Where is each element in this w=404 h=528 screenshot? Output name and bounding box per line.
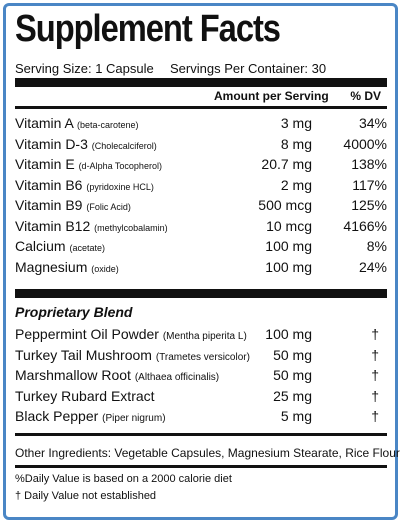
ingredient-name <box>15 367 219 383</box>
dv-value: † <box>371 367 379 383</box>
amount-value: 500 mcg <box>258 197 312 213</box>
ingredient-name <box>15 197 131 213</box>
ingredient-name <box>15 136 157 152</box>
table-row <box>15 115 387 135</box>
ingredient-source: (Piper nigrum) <box>102 413 166 424</box>
table-row <box>15 238 387 258</box>
dv-value: † <box>371 387 379 404</box>
dv-value: 4166% <box>343 217 387 234</box>
ingredient-name <box>15 326 247 342</box>
footnote-dagger: † Daily Value not established <box>15 490 157 502</box>
ingredient-name <box>15 259 119 275</box>
ingredient-source: (beta-carotene) <box>77 120 139 130</box>
ingredient-name <box>15 218 168 234</box>
dv-value: 117% <box>352 176 387 193</box>
table-row <box>15 326 387 346</box>
ingredient-name <box>15 156 162 172</box>
amount-value: 2 mg <box>280 176 312 193</box>
blend-title: Proprietary Blend <box>15 304 133 320</box>
serving-line <box>15 61 327 76</box>
ingredient-label: Vitamin B9 <box>15 197 83 213</box>
ingredient-label: Turkey Rubard Extract <box>15 387 155 404</box>
dv-value: † <box>371 346 379 363</box>
table-row <box>15 218 387 238</box>
ingredient-label: Black Pepper <box>15 408 99 424</box>
other-ingredients: Other Ingredients: Vegetable Capsules, Magnesium Stearate, Rice Flour <box>15 446 400 460</box>
amount-value: 3 mg <box>280 115 312 131</box>
ingredient-label: Peppermint Oil Powder <box>15 326 159 342</box>
thick-divider-middle <box>15 289 387 298</box>
ingredient-source: (acetate) <box>69 243 105 253</box>
table-row <box>15 347 387 367</box>
ingredient-label: Turkey Tail Mushroom <box>15 346 152 363</box>
ingredient-source: (oxide) <box>91 263 119 274</box>
panel-title: Supplement Facts <box>15 8 280 50</box>
ingredient-label: Calcium <box>15 238 66 254</box>
amount-value: 10 mcg <box>266 217 312 234</box>
serving-size: Serving Size: 1 Capsule <box>15 61 154 76</box>
amount-value: 50 mg <box>273 346 312 363</box>
ingredient-source: (methylcobalamin) <box>94 222 168 233</box>
ingredient-source: (Cholecalciferol) <box>91 140 157 151</box>
table-row <box>15 197 387 217</box>
supplement-facts-panel <box>3 3 398 520</box>
amount-value: 20.7 mg <box>261 156 312 172</box>
header-divider <box>15 106 387 109</box>
amount-value: 50 mg <box>273 367 312 383</box>
ingredient-label: Marshmallow Root <box>15 367 131 383</box>
dv-value: † <box>371 326 379 342</box>
ingredient-source: (Trametes versicolor) <box>155 351 250 363</box>
ingredient-source: (d-Alpha Tocopherol) <box>78 161 162 171</box>
ingredient-name <box>15 238 105 254</box>
dv-value: 34% <box>358 115 387 131</box>
dv-value: 138% <box>351 156 387 172</box>
servings-per-container: Servings Per Container: 30 <box>170 61 327 76</box>
ingredient-label: Vitamin B6 <box>15 176 83 193</box>
ingredient-label: Magnesium <box>15 258 88 275</box>
ingredient-source: (pyridoxine HCL) <box>86 181 154 192</box>
table-row <box>15 367 387 387</box>
dv-value: 4000% <box>343 135 387 152</box>
dv-header: % DV <box>350 89 381 103</box>
table-row <box>15 408 387 428</box>
ingredient-name <box>15 388 155 404</box>
amount-value: 100 mg <box>265 326 312 342</box>
ingredient-label: Vitamin A <box>15 115 74 131</box>
ingredient-source: (Mentha piperita L) <box>162 331 247 342</box>
table-row <box>15 259 387 279</box>
ingredient-name <box>15 347 250 363</box>
ingredient-name <box>15 115 139 131</box>
ingredient-source: (Folic Acid) <box>86 202 131 212</box>
amount-value: 5 mg <box>280 408 312 424</box>
amount-value: 25 mg <box>273 387 312 404</box>
table-row <box>15 177 387 197</box>
dv-value: † <box>371 408 379 424</box>
dv-value: 8% <box>366 238 387 254</box>
table-row <box>15 136 387 156</box>
dv-value: 125% <box>351 197 387 213</box>
footer-divider <box>15 465 387 468</box>
thick-divider-top <box>15 78 387 87</box>
table-row <box>15 388 387 408</box>
amount-header: Amount per Serving <box>214 89 329 103</box>
ingredient-source: (Althaea officinalis) <box>134 372 220 383</box>
dv-value: 24% <box>358 258 387 275</box>
footnote-dv: %Daily Value is based on a 2000 calorie diet <box>15 473 232 485</box>
amount-value: 8 mg <box>280 135 312 152</box>
ingredient-label: Vitamin D-3 <box>15 135 88 152</box>
ingredient-name <box>15 177 154 193</box>
amount-value: 100 mg <box>265 238 312 254</box>
ingredient-label: Vitamin B12 <box>15 217 91 234</box>
table-row <box>15 156 387 176</box>
ingredient-name <box>15 408 166 424</box>
ingredient-label: Vitamin E <box>15 156 75 172</box>
amount-value: 100 mg <box>265 258 312 275</box>
blend-divider <box>15 433 387 436</box>
